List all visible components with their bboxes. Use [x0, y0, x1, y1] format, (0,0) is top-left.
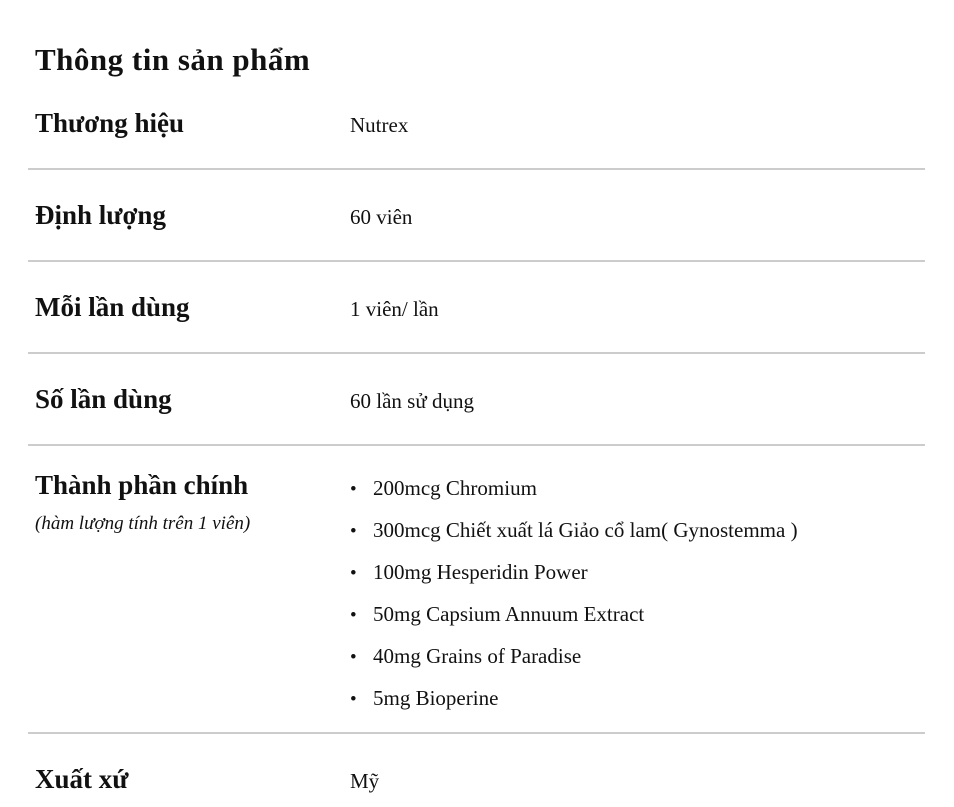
ingredients-label-group [35, 468, 350, 536]
table-row-ingredients [28, 446, 925, 734]
ingredients-list [350, 468, 798, 720]
ingredient-item: • 50mg Capsium Annuum Extract [350, 594, 798, 636]
row-label: Thương hiệu [35, 108, 184, 138]
row-label: Thành phần chính [35, 470, 249, 500]
table-row-origin [28, 734, 925, 807]
row-label: Số lần dùng [35, 384, 172, 414]
table-row-per-use [28, 262, 925, 354]
ingredient-item: • 100mg Hesperidin Power [350, 552, 798, 594]
table-row-quantity [28, 170, 925, 262]
ingredient-item: • 40mg Grains of Paradise [350, 636, 798, 678]
ingredient-item: • 300mcg Chiết xuất lá Giảo cổ lam( Gynostemma ) [350, 510, 798, 552]
ingredient-item: • 5mg Bioperine [350, 678, 798, 720]
row-label: Xuất xứ [35, 764, 129, 794]
ingredient-item: • 200mcg Chromium [350, 468, 798, 510]
section-title: Thông tin sản phẩm [35, 42, 311, 77]
row-value: Nutrex [350, 113, 409, 137]
row-label: Mỗi lần dùng [35, 292, 190, 322]
row-sublabel: (hàm lượng tính trên 1 viên) [35, 513, 251, 534]
row-value: Mỹ [350, 769, 380, 793]
table-row-uses-count [28, 354, 925, 446]
row-value: 60 viên [350, 205, 413, 229]
row-label: Định lượng [35, 200, 166, 230]
row-value: 60 lần sử dụng [350, 389, 474, 413]
table-row-brand [28, 78, 925, 170]
row-value: 1 viên/ lần [350, 297, 439, 321]
